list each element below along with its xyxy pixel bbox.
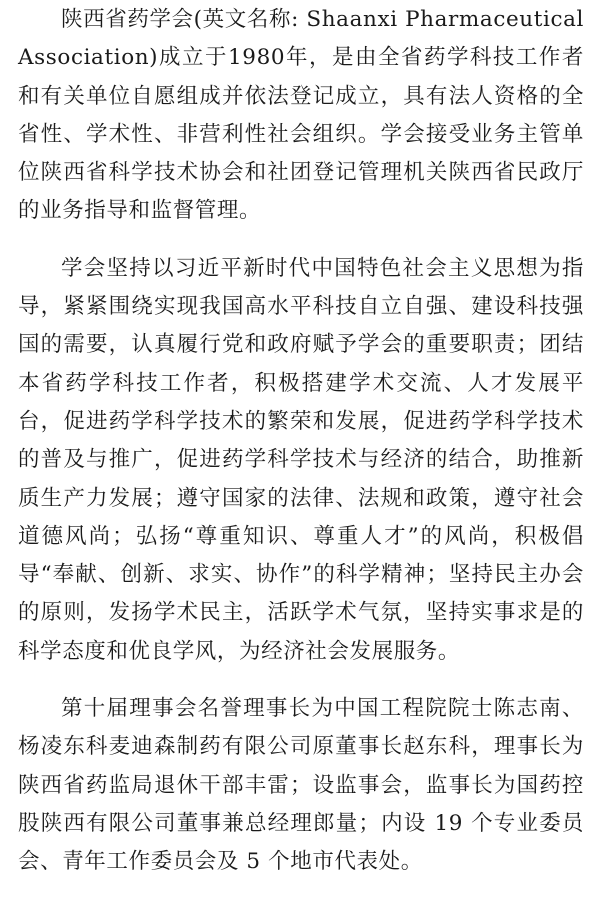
paragraph-council: 第十届理事会名誉理事长为中国工程院院士陈志南、杨凌东科麦迪森制药有限公司原董事长赵东科，理事长为陕西省药监局退休干部丰雷；设监事会，监事长为国药控股陕西有限公司董事兼总经理郎量；内设 19 个专业委员会、青年工作委员会及 5 个地市代表处。 bbox=[18, 696, 584, 875]
paragraph-mission: 学会坚持以习近平新时代中国特色社会主义思想为指导，紧紧围绕实现我国高水平科技自立自强、建设科技强国的需要，认真履行党和政府赋予学会的重要职责；团结本省药学科技工作者，积极搭建学术交流、人才发展平台，促进药学科学技术的繁荣和发展，促进药学科学技术的普及与推广，促进药学科学技术与经济的结合，助推新质生产力发展；遵守国家的法律、法规和政策，遵守社会道德风尚；弘扬“尊重知识、尊重人才”的风尚，积极倡导“奉献、创新、求实、协作”的科学精神；坚持民主办会的原则，发扬学术民主，活跃学术气氛，坚持实事求是的科学态度和优良学风，为经济社会发展服务。 bbox=[18, 255, 584, 664]
paragraph-introduction: 陕西省药学会(英文名称: Shaanxi Pharmaceutical Association)成立于1980年，是由全省药学科技工作者和有关单位自愿组成并依法登记成立，具有法人资格的全省性、学术性、非营利性社会组织。学会接受业务主管单位陕西省科学技术协会和社团登记管理机关陕西省民政厅的业务指导和监督管理。 bbox=[18, 7, 584, 224]
document-page bbox=[18, 0, 584, 882]
